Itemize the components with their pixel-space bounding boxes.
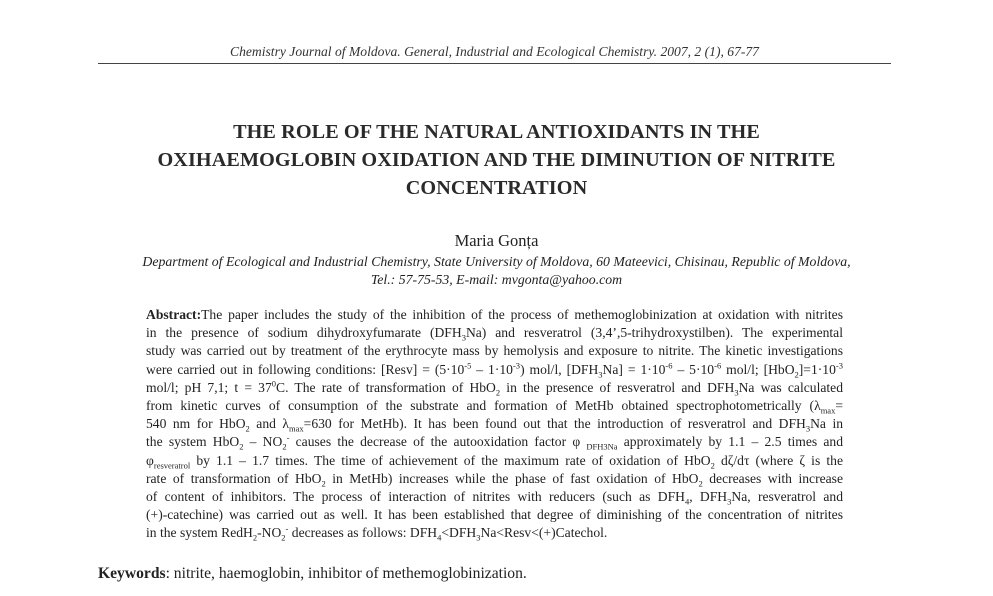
abstract-line: the system $HbO_2 - NO_2^-$ causes the decrease of the autooxidation factor φ $_{DFH3Na}$ approximately by 1.1 – 2.5 times and [146, 433, 843, 452]
journal-header: Chemistry Journal of Moldova. General, Industrial and Ecological Chemistry. 2007, 2 (1), 67-77 [230, 44, 759, 59]
superscript: - [286, 433, 290, 443]
subscript: resveratrol [153, 460, 191, 470]
subscript: 4 [437, 533, 442, 543]
superscript: 0 [271, 378, 277, 389]
affiliation-line: Tel.: 57-75-53, E-mail: mvgonta@yahoo.com [370, 272, 623, 287]
affiliation-line: Department of Ecological and Industrial Chemistry, State University of Moldova, 60 Mateevici, Chisinau, Republic of Moldova, [142, 254, 851, 269]
superscript: -6 [714, 360, 722, 371]
abstract-line: study was carried out by treatment of the erythrocyte mass by hemolysis and exposure to nitrite. The kinetic investigations [146, 343, 843, 359]
header-divider [98, 63, 891, 64]
title-line: THE ROLE OF THE NATURAL ANTIOXIDANTS IN THE [233, 121, 760, 143]
subscript: 2 [281, 533, 286, 543]
subscript: 2 [794, 369, 799, 379]
subscript: 3 [734, 387, 739, 398]
author-name: Maria Gonța [454, 231, 539, 250]
superscript: -5 [464, 360, 472, 371]
subscript: 3 [598, 369, 603, 379]
title-line: OXIHAEMOGLOBIN OXIDATION AND THE DIMINUTION OF NITRITE [157, 149, 836, 171]
subscript: 2 [245, 423, 250, 434]
title-line: CONCENTRATION [405, 177, 588, 199]
superscript: - [285, 524, 289, 534]
subscript: 2 [710, 460, 715, 470]
subscript: max [820, 405, 836, 416]
subscript: 3 [727, 496, 732, 507]
subscript: DFH3Na [586, 442, 618, 452]
keywords-text: : nitrite, haemoglobin, inhibitor of methemoglobinization. [165, 565, 527, 582]
abstract-line: from kinetic curves of consumption of the substrate and formation of MetHb obtained spectrophotometrically ($\lambda_{max}=$ [146, 398, 843, 416]
superscript: -6 [665, 360, 673, 371]
article-title [60, 118, 933, 202]
subscript: 3 [476, 533, 481, 543]
abstract-line: (+)-catechine) was carried out as well. It has been established that degree of diminishing of the concentration of nitrites [146, 507, 843, 523]
abstract-line: 540 nm for HbO$_2$ and $\lambda_{max}=630$ for MetHb). It has been found out that the introduction of resveratrol and $DFH_3Na$ in [146, 416, 843, 434]
abstract-line: in the presence of sodium dihydroxyfumarate $(DFH_3Na)$ and resveratrol (3,4’,5-trihydroxystilben). The experimental [146, 325, 843, 343]
subscript: 2 [239, 442, 244, 452]
subscript: 2 [282, 442, 287, 452]
author-affiliation [60, 253, 933, 289]
subscript: 3 [461, 332, 466, 343]
subscript: 2 [252, 533, 258, 543]
abstract-line: rate of transformation of HbO$_2$ in MetHb) increases while the phase of fast oxidation of HbO$_2$ decreases with increase [146, 470, 843, 489]
abstract-label: Abstract: [146, 307, 202, 322]
abstract-line: of content of inhibitors. The process of interaction of nitrites with reducers (such as $DFH_4$, $DFH_3Na$, resveratrol and [146, 489, 843, 507]
subscript: 4 [684, 496, 690, 507]
subscript: 2 [698, 478, 703, 489]
keywords [98, 565, 527, 583]
abstract-line-text: The paper includes the study of the inhibition of the process of methemoglobinization at oxidation with nitrites [201, 307, 843, 322]
subscript: 2 [495, 387, 501, 398]
subscript: max [289, 423, 304, 434]
superscript: -3 [835, 360, 843, 371]
abstract-line: in the system $RedH_2-NO_2^-$ decreases as follows: $DFH_4<DFH_3Na<Resv<(+)Catechol$. [146, 524, 608, 543]
abstract-line: were carried out in following conditions: [Resv] = $(5\cdot 10^{-5} - 1\cdot 10^{-3})$ mol/l, $[DFH_3Na] = 1\cdot 10^{-6} - 5\cdot 10^{-6}$ mol/l; $[HbO_2]=1\cdot 10^{-3}$ [146, 360, 843, 379]
keywords-label: Keywords [98, 565, 166, 582]
subscript: 2 [321, 478, 326, 489]
abstract [146, 306, 843, 543]
abstract-line: mol/l; pH 7,1; $t = 37^0C$. The rate of transformation of HbO$_2$ in the presence of resveratrol and $DFH_3Na$ was calculated [146, 378, 843, 398]
superscript: -3 [512, 360, 521, 371]
abstract-line: $\varphi_{resveratrol}$ by 1.1 – 1.7 times. The time of achievement of the maximum rate of oxidation of HbO$_2$ dζ/dτ (where ζ is the [146, 452, 843, 470]
subscript: 3 [805, 423, 811, 434]
abstract-line [146, 306, 843, 324]
